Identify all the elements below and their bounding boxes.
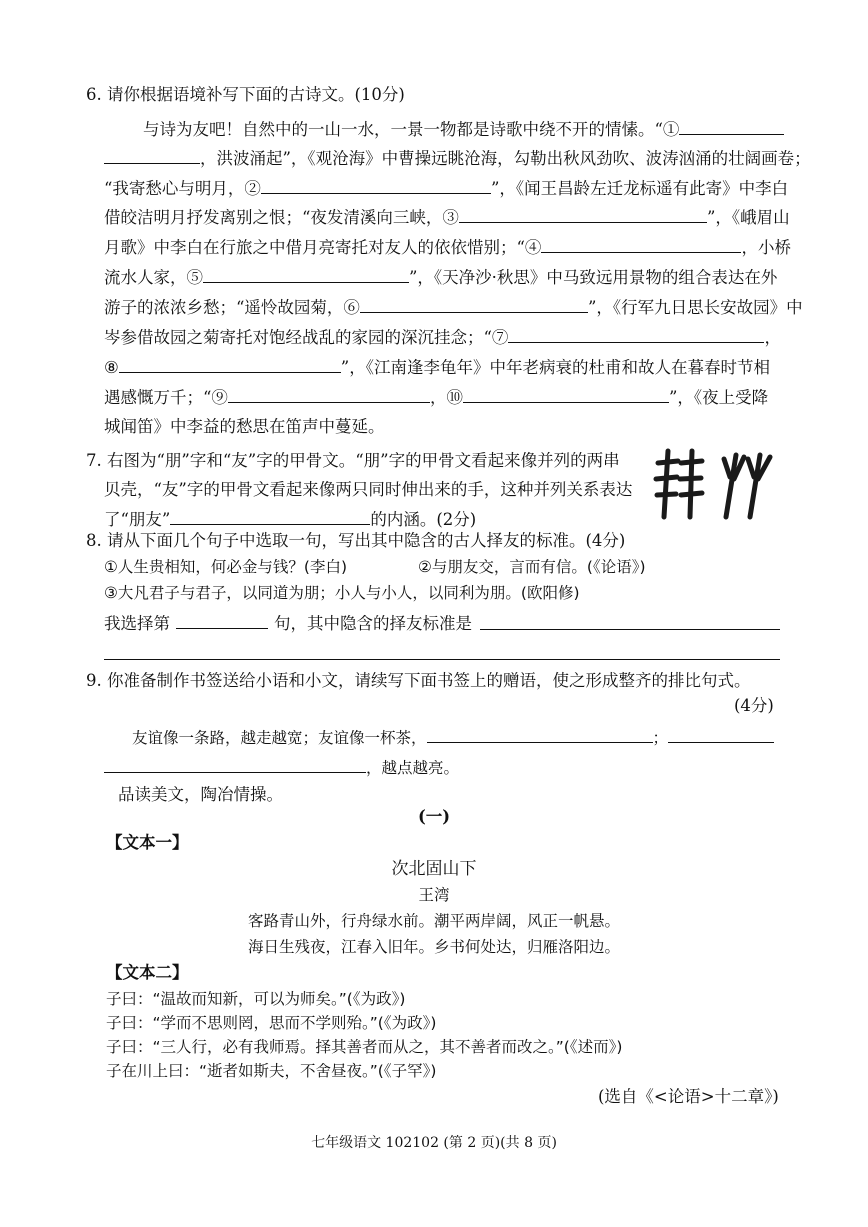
oracle-bone-characters-icon: [650, 445, 775, 523]
q6-text: 借皎洁明月抒发离别之恨；“夜发清溪向三峡，③: [104, 208, 459, 227]
q7-line-1: 7. 右图为“朋”字和“友”字的甲骨文。“朋”字的甲骨文看起来像并列的两串: [86, 451, 620, 470]
q6-text: ”，《天净沙·秋思》中马致远用景物的组合表达在外: [409, 268, 778, 287]
poem-title: 次北固山下: [391, 859, 477, 879]
q8-answer-line: [104, 612, 472, 635]
answer-blank-2[interactable]: [261, 177, 491, 194]
q6-line-10: [104, 386, 768, 409]
q9-title: 9. 你准备制作书签送给小语和小文，请续写下面书签上的赠语，使之形成整齐的排比句式。: [86, 671, 751, 690]
q6-text: 游子的浓浓乡愁；“遥怜故园菊，⑥: [104, 298, 360, 317]
q6-text: 岑参借故园之菊寄托对饱经战乱的家园的深沉挂念；“⑦: [104, 328, 509, 347]
answer-blank-7[interactable]: [508, 326, 764, 343]
q9-text: 友谊像一条路，越走越宽；友谊像一杯茶，: [132, 729, 427, 747]
text-one-label: 【文本一】: [106, 833, 189, 852]
q6-text: ，: [764, 328, 781, 347]
answer-blank-8[interactable]: [119, 356, 341, 373]
q7-text: 了“朋友”: [104, 510, 171, 529]
answer-blank-q8-choice[interactable]: [176, 612, 268, 629]
analects-1: 子曰：“温故而知新，可以为师矣。”(《为政》): [106, 990, 406, 1008]
analects-4: 子在川上曰：“逝者如斯夫，不舍昼夜。”(《子罕》): [106, 1062, 437, 1080]
q6-text: ，⑩: [429, 388, 463, 407]
q6-text: 与诗为友吧！自然中的一山一水，一景一物都是诗歌中绕不开的情愫。“①: [143, 120, 680, 139]
q6-line-4: [104, 206, 790, 229]
analects-3: 子曰：“三人行，必有我师焉。择其善者而从之，其不善者而改之。”(《述而》): [106, 1038, 623, 1056]
poem-line-2: 海日生残夜，江春入旧年。乡书何处达，归雁洛阳边。: [247, 938, 620, 956]
answer-blank-q7[interactable]: [170, 508, 370, 525]
q6-line-6: [104, 266, 777, 289]
q6-line-9: [104, 356, 770, 379]
q8-sentence-2: ②与朋友交，言而有信。(《论语》): [418, 558, 646, 576]
q9-line-2: [104, 756, 459, 779]
q9-score: (4分): [734, 696, 774, 715]
answer-blank-10[interactable]: [463, 386, 669, 403]
q6-line-3: [104, 177, 788, 200]
q6-line-5: [104, 236, 791, 259]
answer-blank-5[interactable]: [203, 266, 409, 283]
q6-line-1: [143, 118, 784, 141]
q7-line-2: 贝壳，“友”字的甲骨文看起来像两只同时伸出来的手，这种并列关系表达: [104, 480, 633, 499]
answer-line-q8-b[interactable]: [104, 659, 780, 660]
answer-blank-q9-a[interactable]: [427, 726, 653, 743]
q6-text: ”，《行军九日思长安故园》中: [587, 298, 803, 317]
q8-sentence-3: ③大凡君子与君子，以同道为朋；小人与小人，以同利为朋。(欧阳修): [104, 584, 580, 602]
answer-blank-3[interactable]: [459, 206, 707, 223]
q6-text: ⑧: [104, 358, 119, 377]
analects-2: 子曰：“学而不思则罔，思而不学则殆。”(《为政》): [106, 1014, 437, 1032]
reading-intro: 品读美文，陶冶情操。: [118, 785, 283, 804]
q6-text: ，洪波涌起”，《观沧海》中曹操远眺沧海，勾勒出秋风劲吹、波涛汹涌的壮阔画卷；: [200, 149, 811, 168]
source-note: (选自《<论语>十二章》): [598, 1087, 779, 1106]
answer-blank-q9-b[interactable]: [668, 726, 774, 743]
q6-text: “我寄愁心与明月，②: [104, 179, 261, 198]
q6-text: ”，《夜上受降: [668, 388, 769, 407]
q6-line-11: 城闻笛》中李益的愁思在笛声中蔓延。: [104, 417, 385, 436]
q7-text: 的内涵。(2分): [370, 510, 477, 529]
q6-text: ”，《闻王昌龄左迁龙标遥有此寄》中李白: [490, 179, 789, 198]
answer-blank-4[interactable]: [541, 236, 741, 253]
q8-title: 8. 请从下面几个句子中选取一句，写出其中隐含的古人择友的标准。(4分): [86, 531, 626, 550]
q6-text: ”，《江南逢李龟年》中年老病衰的杜甫和故人在暮春时节相: [340, 358, 770, 377]
answer-blank-1a[interactable]: [679, 118, 784, 135]
poem-author: 王湾: [418, 886, 450, 904]
answer-blank-6[interactable]: [360, 296, 588, 313]
q9-text: ；: [652, 729, 669, 747]
q6-line-8: [104, 326, 781, 349]
answer-blank-1b[interactable]: [104, 147, 200, 164]
answer-blank-q9-c[interactable]: [104, 756, 366, 773]
q8-text: 句，其中隐含的择友标准是: [274, 614, 472, 633]
q9-text: ，越点越亮。: [366, 759, 460, 777]
text-two-label: 【文本二】: [106, 963, 189, 982]
answer-blank-9[interactable]: [228, 386, 430, 403]
poem-line-1: 客路青山外，行舟绿水前。潮平两岸阔，风正一帆悬。: [247, 912, 620, 930]
q6-text: 月歌》中李白在行旅之中借月亮寄托对友人的依依惜别；“④: [104, 238, 542, 257]
q6-title: 6. 请你根据语境补写下面的古诗文。(10分): [86, 85, 405, 104]
q6-text: 遇感慨万千；“⑨: [104, 388, 228, 407]
q7-line-3: [104, 508, 476, 531]
q6-line-7: [104, 296, 803, 319]
q6-line-2: [104, 147, 811, 170]
q6-text: ”，《峨眉山: [706, 208, 790, 227]
page-footer: 七年级语文 102102 (第 2 页)(共 8 页): [311, 1135, 557, 1151]
q6-text: 流水人家，⑤: [104, 268, 203, 287]
q8-sentence-1: ①人生贵相知，何必金与钱？(李白): [104, 558, 347, 576]
section-heading: (一): [417, 807, 451, 826]
answer-line-q8-a[interactable]: [480, 629, 780, 630]
q8-text: 我选择第: [104, 614, 170, 633]
q6-text: ，小桥: [741, 238, 791, 257]
q9-line-1: [132, 726, 774, 749]
